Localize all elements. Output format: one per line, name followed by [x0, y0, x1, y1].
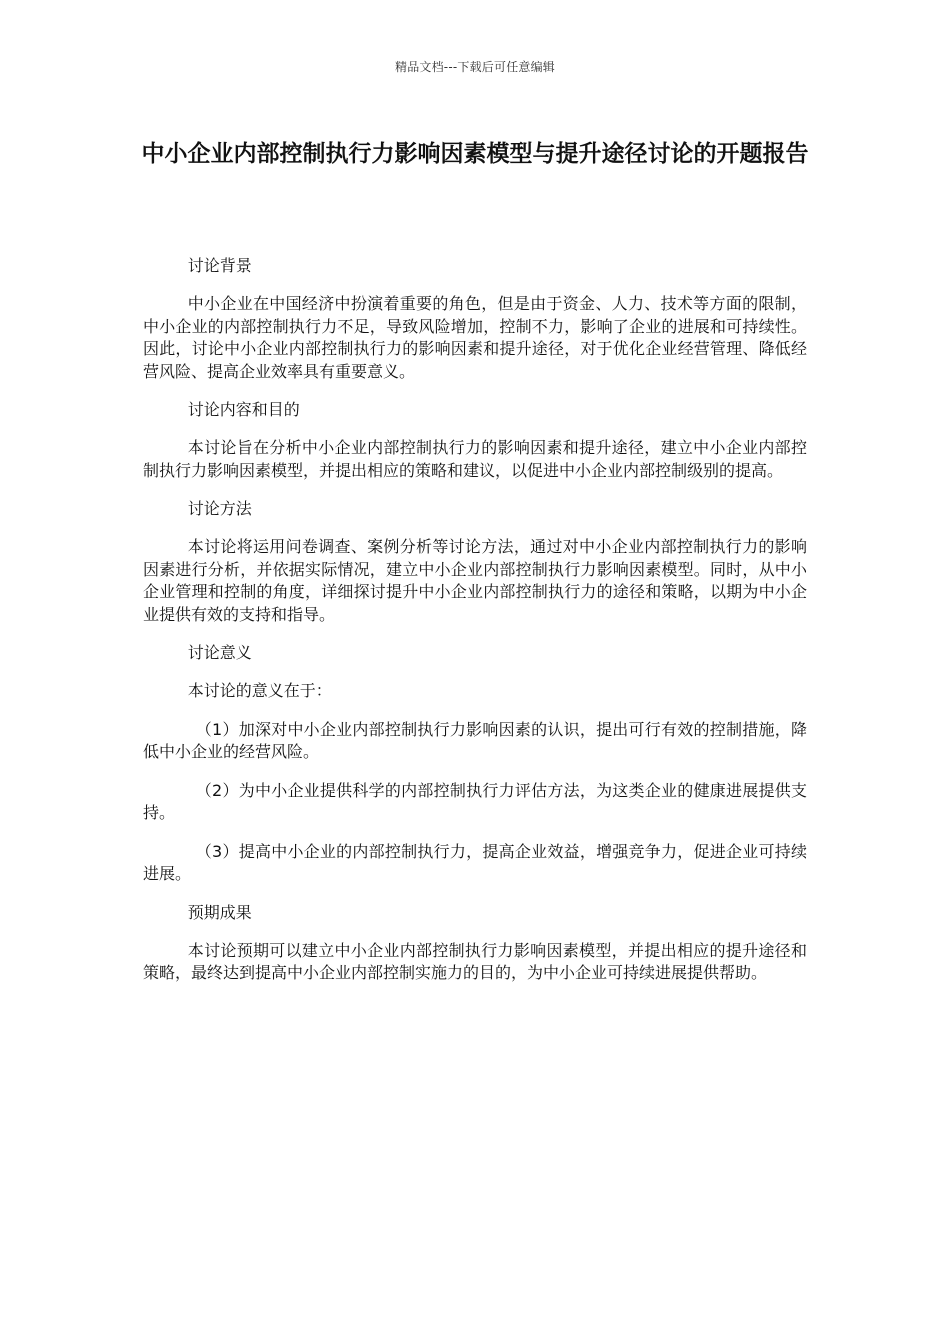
header-note: 精品文档---下载后可任意编辑 — [395, 60, 555, 74]
significance-item-2: （2）为中小企业提供科学的内部控制执行力评估方法，为这类企业的健康进展提供支持。 — [143, 780, 807, 822]
paragraph-expected-results: 本讨论预期可以建立中小企业内部控制执行力影响因素模型，并提出相应的提升途径和策略，最终达到提高中小企业内部控制实施力的目的，为中小企业可持续进展提供帮助。 — [143, 940, 807, 982]
section-heading-content-purpose: 讨论内容和目的 — [187, 400, 300, 419]
significance-item-1: （1）加深对中小企业内部控制执行力影响因素的认识，提出可行有效的控制措施，降低中小企业的经营风险。 — [143, 719, 807, 761]
document-body — [143, 255, 807, 1001]
paragraph-content-purpose: 本讨论旨在分析中小企业内部控制执行力的影响因素和提升途径，建立中小企业内部控制执行力影响因素模型，并提出相应的策略和建议，以促进中小企业内部控制级别的提高。 — [143, 438, 807, 480]
section-heading-expected-results: 预期成果 — [187, 902, 252, 922]
paragraph-significance-intro: 本讨论的意义在于： — [187, 681, 332, 700]
significance-item-3: （3）提高中小企业的内部控制执行力，提高企业效益，增强竞争力，促进企业可持续进展。 — [143, 841, 807, 883]
section-heading-methods: 讨论方法 — [187, 499, 252, 518]
paragraph-methods: 本讨论将运用问卷调查、案例分析等讨论方法，通过对中小企业内部控制执行力的影响因素进行分析，并依据实际情况，建立中小企业内部控制执行力影响因素模型。同时，从中小企业管理和控制的角度，详细探讨提升中小企业内部控制执行力的途径和策略，以期为中小企业提供有效的支持和指导。 — [143, 537, 807, 624]
document-title: 中小企业内部控制执行力影响因素模型与提升途径讨论的开题报告 — [141, 141, 809, 167]
section-heading-significance: 讨论意义 — [187, 643, 252, 662]
paragraph-background: 中小企业在中国经济中扮演着重要的角色，但是由于资金、人力、技术等方面的限制，中小企业的内部控制执行力不足，导致风险增加，控制不力，影响了企业的进展和可持续性。因此，讨论中小企业内部控制执行力的影响因素和提升途径，对于优化企业经营管理、降低经营风险、提高企业效率具有重要意义。 — [143, 294, 807, 381]
section-heading-background: 讨论背景 — [187, 256, 252, 275]
